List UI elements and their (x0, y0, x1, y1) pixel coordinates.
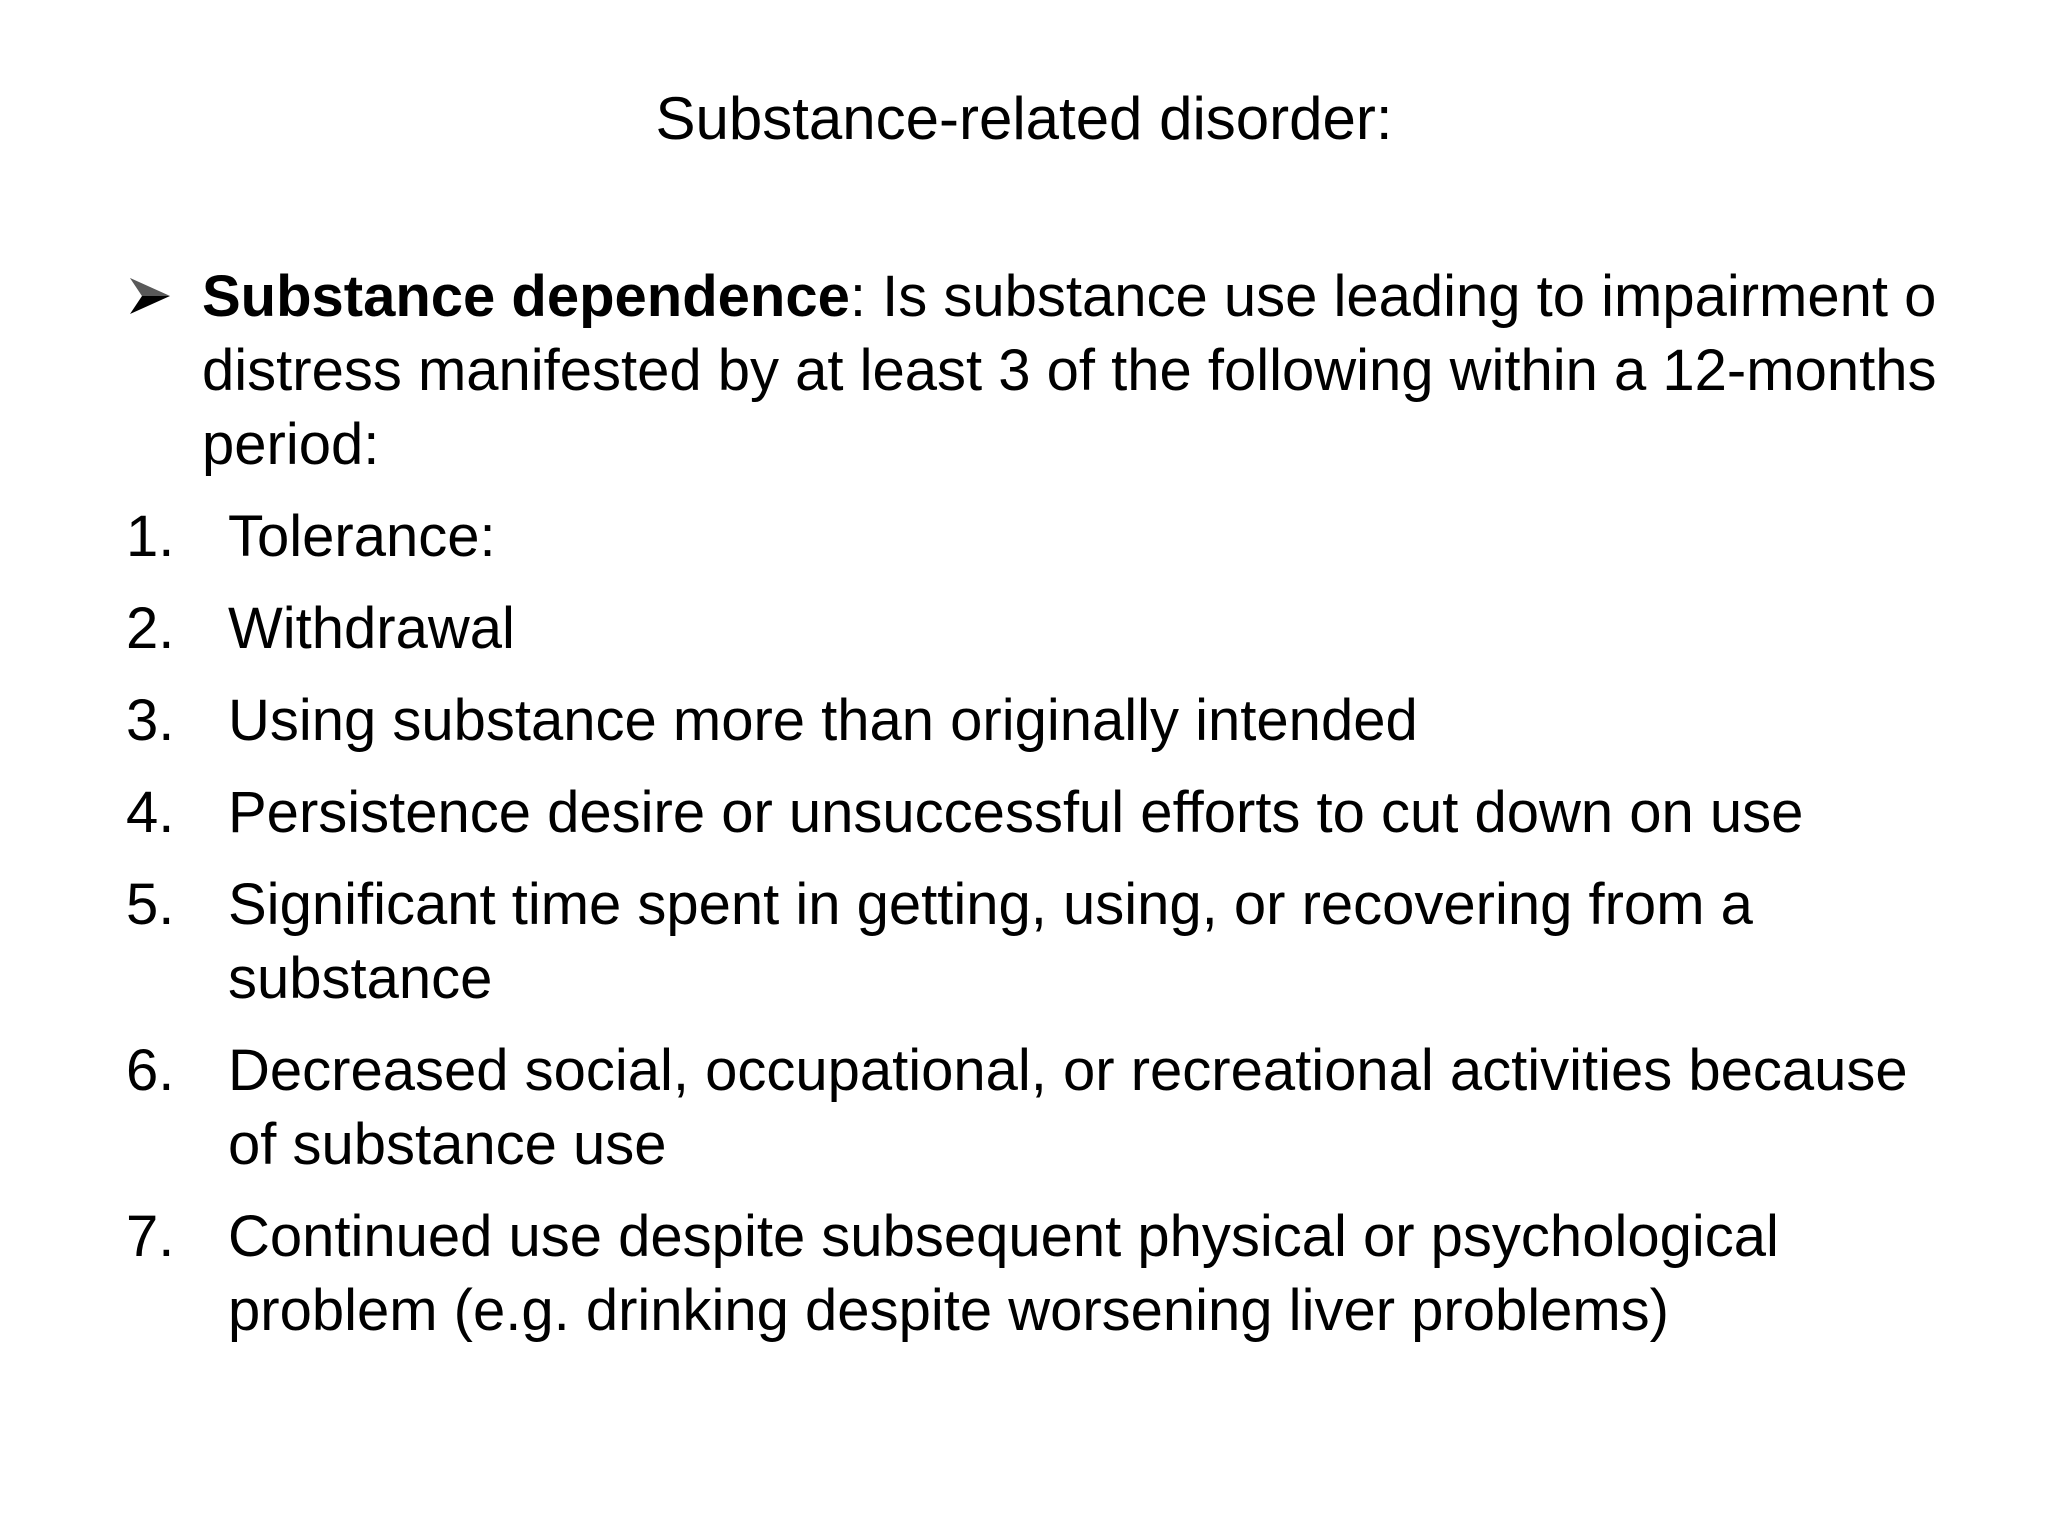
list-item (120, 592, 1960, 666)
list-item (120, 500, 1960, 574)
list-item-text: Persistence desire or unsuccessful efforts to cut down on use (228, 780, 1804, 845)
list-item-text: Continued use despite subsequent physical or psychological problem (e.g. drinking despite worsening liver problems) (228, 1204, 1779, 1343)
criteria-list (120, 500, 1960, 1348)
list-item-number: 5. (126, 872, 175, 937)
list-item (120, 868, 1960, 1016)
bullet-paragraph (120, 260, 1960, 482)
list-item-number: 7. (126, 1204, 175, 1269)
list-item-text: Significant time spent in getting, using, or recovering from a substance (228, 872, 1753, 1011)
list-item-number: 1. (126, 504, 175, 569)
bullet-term: Substance dependence (202, 264, 850, 329)
list-item-text: Using substance more than originally intended (228, 688, 1418, 753)
list-item-number: 6. (126, 1038, 175, 1103)
slide-title: Substance-related disorder: (655, 85, 1393, 152)
list-item (120, 776, 1960, 850)
bullet-text: : Is substance use leading to impairment o distress manifested by at least 3 of the following within a 12-months period: (202, 264, 1937, 477)
list-item-number: 3. (126, 688, 175, 753)
list-item-number: 2. (126, 596, 175, 661)
list-item-text: Decreased social, occupational, or recreational activities because of substance use (228, 1038, 1908, 1177)
arrow-bullet-icon (128, 260, 172, 334)
list-item-number: 4. (126, 780, 175, 845)
list-item-text: Tolerance: (228, 504, 496, 569)
list-item (120, 1200, 1960, 1348)
list-item-text: Withdrawal (228, 596, 515, 661)
list-item (120, 1034, 1960, 1182)
slide-content (120, 260, 1960, 1348)
list-item (120, 684, 1960, 758)
